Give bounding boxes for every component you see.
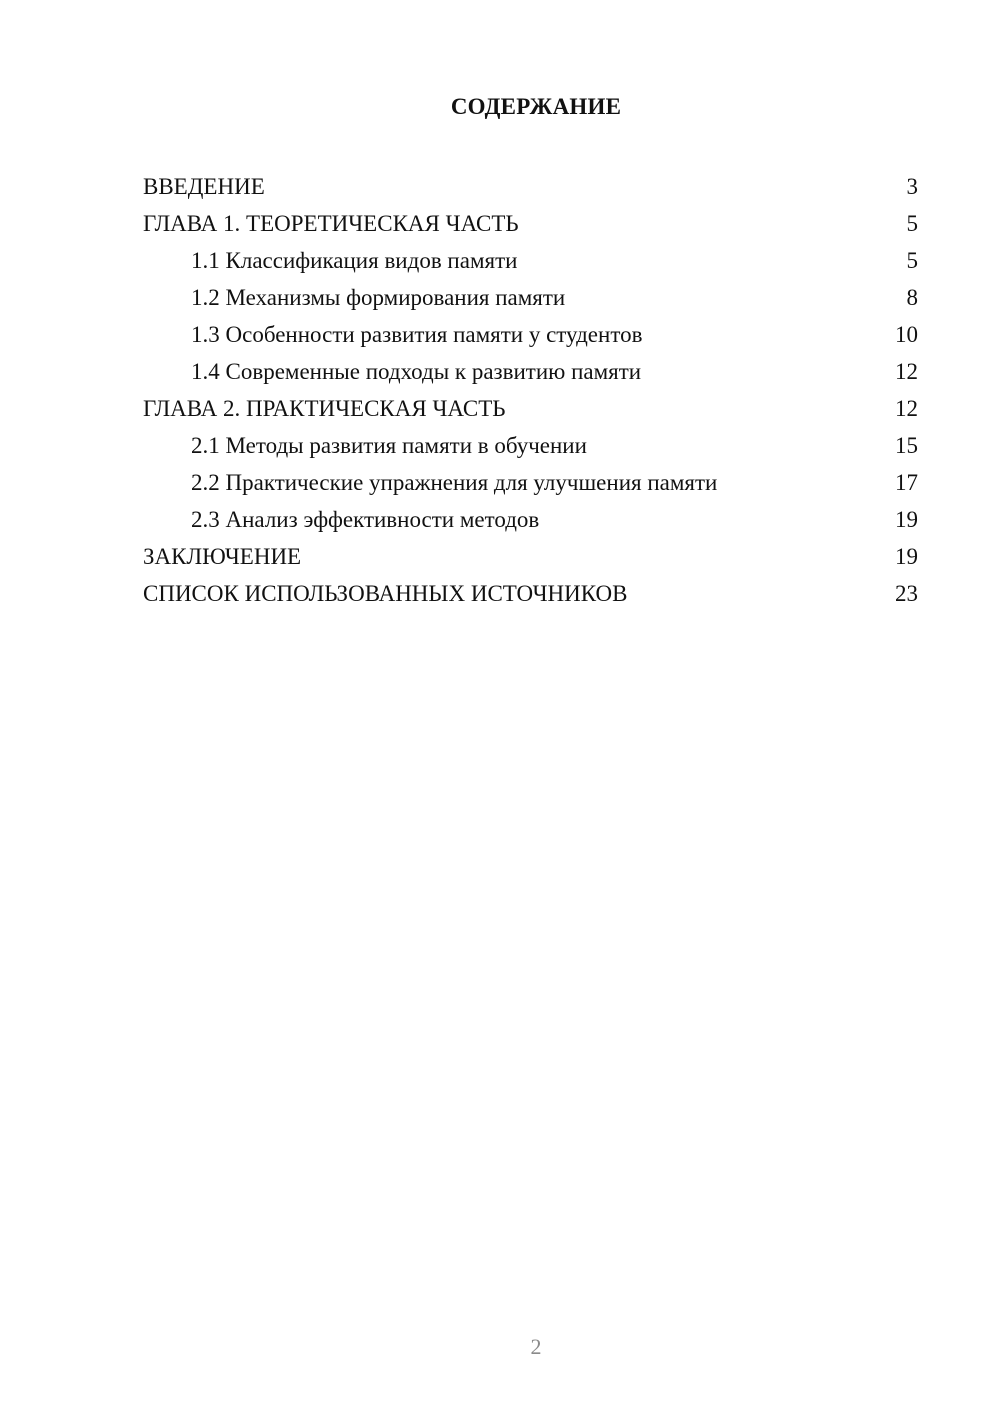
- toc-entry-label: ВВЕДЕНИЕ: [143, 174, 265, 199]
- toc-entry: [143, 168, 918, 205]
- toc-subentry-label: 2.3 Анализ эффективности методов: [191, 507, 540, 532]
- toc-subentry: [143, 242, 918, 279]
- toc-subentry-label: 2.2 Практические упражнения для улучшения памяти: [191, 470, 718, 495]
- toc-subentry-page: 19: [895, 507, 918, 532]
- toc-subentry-label: 1.2 Механизмы формирования памяти: [191, 285, 566, 310]
- toc-subentry-label: 1.3 Особенности развития памяти у студентов: [191, 322, 643, 347]
- toc-entry-page: 12: [895, 396, 918, 421]
- toc-subentry-page: 8: [906, 285, 918, 310]
- toc-subentry: [143, 464, 918, 501]
- toc-subentry-page: 17: [895, 470, 918, 495]
- toc-subentry-label: 1.4 Современные подходы к развитию памяти: [191, 359, 642, 384]
- toc-subentry-page: 10: [895, 322, 918, 347]
- toc-entry: [143, 538, 918, 575]
- toc-entry: [143, 205, 918, 242]
- toc-subentry-page: 5: [906, 248, 918, 273]
- toc-subentry: [143, 501, 918, 538]
- toc-entry: [143, 575, 918, 612]
- toc-subentry: [143, 316, 918, 353]
- page-number: 2: [530, 1334, 542, 1359]
- toc-entry-page: 19: [895, 544, 918, 569]
- toc-subentry: [143, 427, 918, 464]
- toc-entry-page: 5: [906, 211, 918, 236]
- page-title: СОДЕРЖАНИЕ: [450, 94, 622, 119]
- toc-entry-page: 23: [895, 581, 918, 606]
- toc-subentry: [143, 279, 918, 316]
- toc-subentry-label: 1.1 Классификация видов памяти: [191, 248, 518, 273]
- toc-entry-label: СПИСОК ИСПОЛЬЗОВАННЫХ ИСТОЧНИКОВ: [143, 581, 628, 606]
- toc-entry-page: 3: [906, 174, 918, 199]
- table-of-contents: [143, 168, 918, 612]
- toc-subentry-page: 15: [895, 433, 918, 458]
- toc-entry-label: ЗАКЛЮЧЕНИЕ: [143, 544, 302, 569]
- toc-subentry-label: 2.1 Методы развития памяти в обучении: [191, 433, 587, 458]
- toc-entry: [143, 390, 918, 427]
- toc-subentry-page: 12: [895, 359, 918, 384]
- toc-entry-label: ГЛАВА 1. ТЕОРЕТИЧЕСКАЯ ЧАСТЬ: [143, 211, 519, 236]
- toc-entry-label: ГЛАВА 2. ПРАКТИЧЕСКАЯ ЧАСТЬ: [143, 396, 506, 421]
- toc-subentry: [143, 353, 918, 390]
